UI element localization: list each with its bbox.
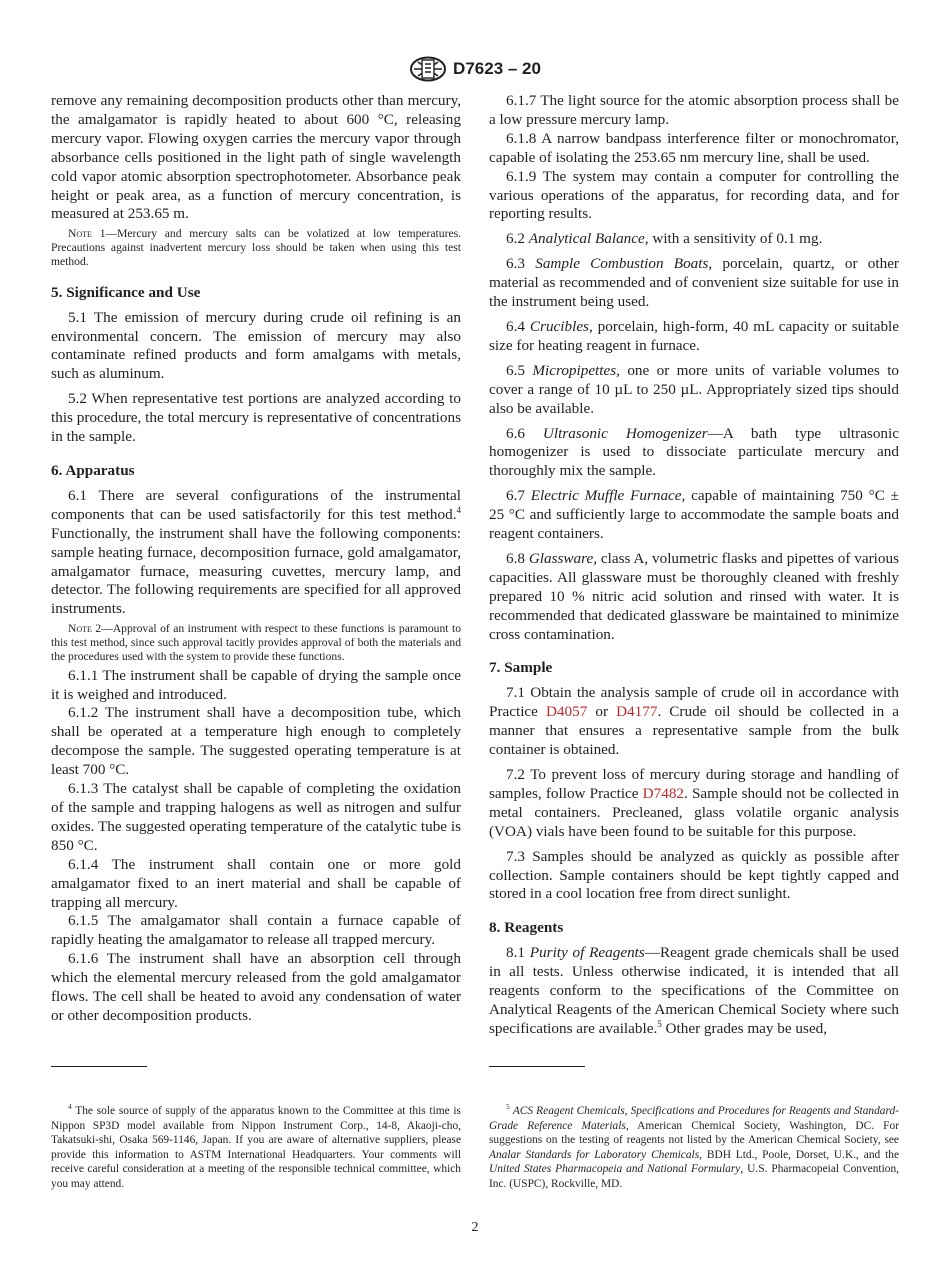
paragraph-6-5: 6.5 Micropipettes, one or more units of variable volumes to cover a range of 10 µL to 250 µL. Appropriately sized tips should also be available. (489, 361, 900, 417)
term: Crucibles, (529, 317, 593, 335)
paragraph-7-1: 7.1 Obtain the analysis sample of crude oil in accordance with Practice D4057 or D4177. Crude oil should be collected in a manner that ensures a representative sample from the bulk container is obtained. (489, 684, 899, 759)
astm-logo-icon (409, 56, 447, 82)
paragraph-6-4: 6.4 Crucibles, porcelain, high-form, 40 mL capacity or suitable size for heating reagent in furnace. (489, 317, 900, 354)
paragraph-6-1-8: 6.1.8 A narrow bandpass interference filter or monochromator, capable of isolating the 253.65 nm mercury line, shall be used. (489, 129, 899, 166)
footnote-4: $^4$ The sole source of supply of the apparatus known to the Committee at this time is Nippon SP3D model available from Nippon Instrument Corp., 14-8, Akaoji-cho, Takatsuki-shi, Osaka 569-1146, Japan. If you are aware of alternative suppliers, please provide this information to ASTM International Headquarters. Your comments will receive careful consideration at a meeting of the responsible technical committee, which you may attend. (51, 1102, 461, 1190)
paragraph-6-8: 6.8 Glassware, class A, volumetric flasks and pipettes of various capacities. All glassware must be thoroughly cleaned with freshly prepared 10 % nitric acid solution and rinsed with water. It is recommended that dedicated glassware be maintained to minimize cross contamination. (489, 549, 899, 643)
note-label: Note 1 (68, 227, 106, 241)
paragraph-6-1-9: 6.1.9 The system may contain a computer for controlling the various operations of the apparatus, for recording data, and for reporting results. (489, 167, 899, 223)
footnote-5: $^5$ ACS Reagent Chemicals, Specifications and Procedures for Reagents and Standard-Grade Reference Materials, American Chemical Society, Washington, DC. For suggestions on the testing of reagents not listed by the American Chemical Society, see Analar Standards for Laboratory Chemicals, BDH Ltd., Poole, Dorset, U.K., and the United States Pharmacopeia and National Formulary, U.S. Pharmacopeial Convention, Inc. (USPC), Rockville, MD. (489, 1102, 900, 1190)
right-column (489, 92, 899, 1039)
paragraph-7-3: 7.3 Samples should be analyzed as quickly as possible after collection. Sample containers should be kept tightly capped and stored in a cool location free from direct sunlight. (489, 847, 899, 903)
page-number: 2 (471, 1220, 479, 1235)
section-6-title: 6. Apparatus (51, 461, 135, 479)
paragraph-6-2: 6.2 Analytical Balance, with a sensitivity of 0.1 mg. (506, 230, 823, 248)
page-header (0, 56, 950, 87)
paragraph-6-1-4: 6.1.4 The instrument shall contain one or more gold amalgamator fixed to an inert material and shall be capable of trapping all mercury. (51, 855, 461, 911)
footnote-ref-4[interactable]: 4 (456, 504, 461, 515)
paragraph-7-2: 7.2 To prevent loss of mercury during storage and handling of samples, follow Practice D7482. Sample should not be collected in metal containers. Precleaned, glass volatile organic analysis (VOA) vials have been found to be suitable for this purpose. (489, 766, 899, 840)
paragraph-6-1-7: 6.1.7 The light source for the atomic absorption process shall be a low pressure mercury lamp. (489, 92, 899, 128)
paragraph-6-1-3: 6.1.3 The catalyst shall be capable of completing the oxidation of the sample and trapping halogens as well as nitrogen and sulfur oxides. The suggested operating temperature of the catalytic tube is 850 °C. (51, 780, 461, 854)
link-d4057[interactable]: D4057 (545, 703, 588, 721)
note-text: —Mercury and mercury salts can be volatized at low temperatures. Precautions against inadvertent mercury loss should be taken when using this test method. (51, 227, 461, 268)
term: Purity of Reagents (529, 944, 645, 962)
paragraph-6-1-5: 6.1.5 The amalgamator shall contain a furnace capable of rapidly heating the amalgamator to release all trapped mercury. (51, 912, 461, 949)
footnote-divider (51, 1066, 147, 1067)
term: Micropipettes, (532, 361, 620, 379)
term: Electric Muffle Furnace, (530, 487, 686, 505)
note-label: Note 2 (68, 622, 102, 636)
term: Glassware, (528, 549, 598, 567)
link-d7482[interactable]: D7482 (642, 784, 685, 802)
paragraph-6-1: 6.1 There are several configurations of the instrumental components that can be used satisfactorily for this test method.$^4$ Functionally, the instrument shall have the following components: sample heating furnace, decomposition furnace, gold amalgamator, amalgamator furnace, measuring cuvettes, mercury lamp, and detector. The following requirements are specified for all approved instruments. (51, 486, 461, 618)
paragraph-6-7: 6.7 Electric Muffle Furnace, capable of maintaining 750 °C ± 25 °C and sufficiently large to accommodate the sample boats and reagent containers. (489, 487, 899, 543)
section-5-title: 5. Significance and Use (51, 283, 201, 301)
footnote-ref-5[interactable]: 5 (657, 1018, 662, 1029)
paragraph-5-2: 5.2 When representative test portions are analyzed according to this procedure, the total mercury is representative of concentrations in the sample. (51, 390, 461, 446)
paragraph-6-3: 6.3 Sample Combustion Boats, porcelain, quartz, or other material as recommended and of convenient size suitable for use in the instrument being used. (489, 255, 899, 311)
link-d4177[interactable]: D4177 (616, 703, 658, 721)
paragraph-6-6: 6.6 Ultrasonic Homogenizer—A bath type ultrasonic homogenizer is used to dissociate particulate mercury and thoroughly mix the sample. (489, 424, 899, 480)
note-2 (51, 622, 461, 663)
left-column (51, 92, 461, 1026)
document-id: D7623 – 20 (453, 59, 541, 78)
section-7-title: 7. Sample (489, 659, 553, 677)
paragraph-8-1: 8.1 Purity of Reagents—Reagent grade chemicals shall be used in all tests. Unless otherwise indicated, it is intended that all reagents conform to the specifications of the Committee on Analytical Reagents of the American Chemical Society where such specifications are available.$^5$ Other grades may be used, (489, 944, 900, 1037)
note-text: —Approval of an instrument with respect to these functions is paramount to this test method, since such approval tacitly provides approval of both the materials and the procedures used with the system to provide these functions. (51, 622, 461, 663)
note-1 (51, 227, 461, 268)
footnote-divider (489, 1066, 585, 1067)
paragraph-5-1: 5.1 The emission of mercury during crude oil refining is an environmental concern. The emission of mercury may also contaminate refined products and form amalgams with metals, such as aluminum. (51, 308, 461, 383)
paragraph-6-1-6: 6.1.6 The instrument shall have an absorption cell through which the elemental mercury released from the gold amalgamator flows. The cell shall be heated to avoid any condensation of water or other decomposition products. (51, 950, 461, 1024)
term: Analytical Balance, (528, 230, 649, 248)
paragraph-6-1-2: 6.1.2 The instrument shall have a decomposition tube, which shall be operated at a temperature high enough to completely decompose the sample. The suggested operating temperature is at least 700 °C. (51, 704, 461, 779)
term: Ultrasonic Homogenizer (542, 424, 708, 442)
paragraph-6-1-1: 6.1.1 The instrument shall be capable of drying the sample once it is weighed and introduced. (51, 666, 461, 703)
paragraph-continuation: remove any remaining decomposition products other than mercury, the amalgamator is rapidly heated to about 600 °C, releasing mercury vapor. Flowing oxygen carries the mercury vapor through absorbance cells positioned in the light path of single wavelength cold vapor atomic absorption spectrophotometer. Absorbance peak height or peak area, as a function of mercury concentration, is measured at 253.65 m. (51, 92, 461, 223)
term: Sample Combustion Boats, (535, 255, 713, 273)
section-8-title: 8. Reagents (489, 919, 564, 937)
